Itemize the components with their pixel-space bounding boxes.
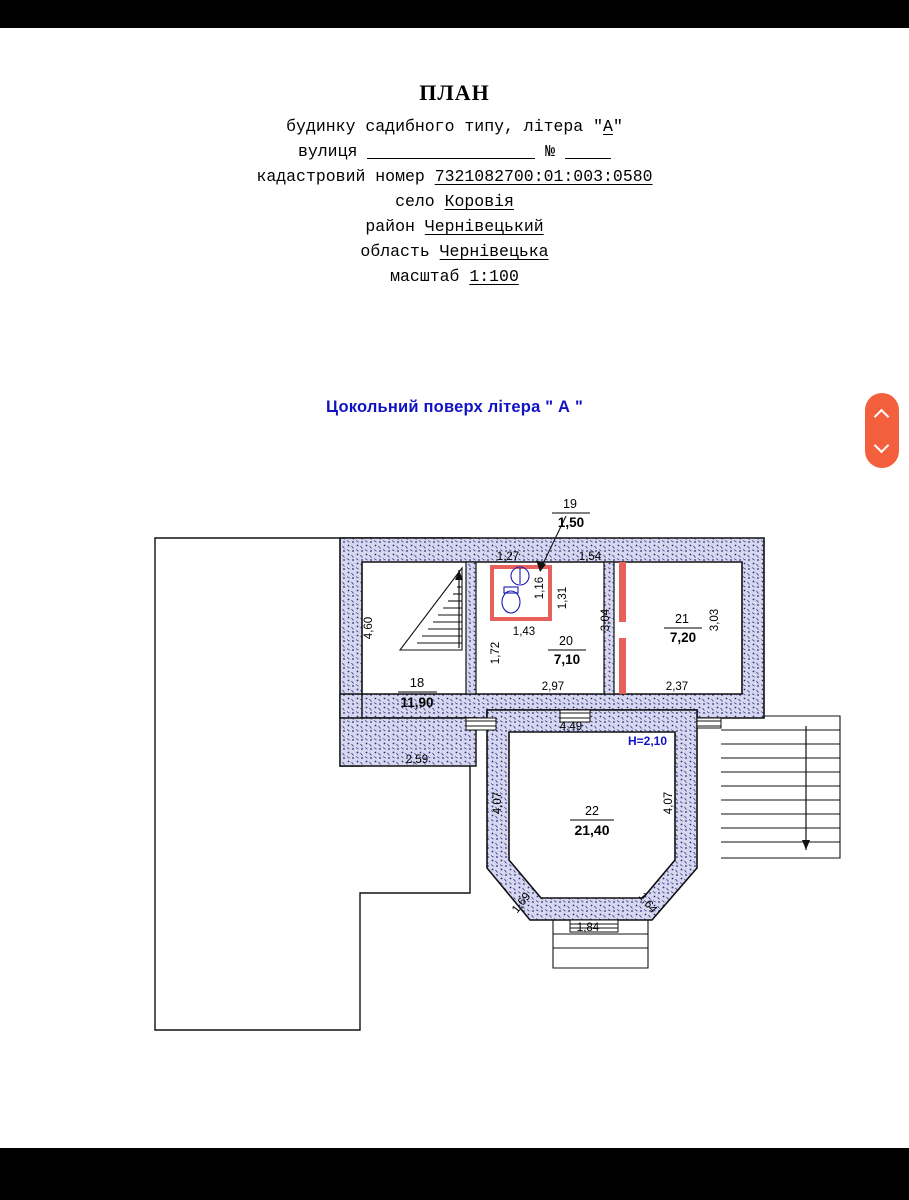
header-line-region [0,239,909,264]
street-label: вулиця [297,142,358,161]
header-line-scale [0,264,909,289]
scale-label: масштаб [390,267,460,286]
dim-4-60: 4,60 [363,616,375,640]
litera-quote-open: " [593,117,604,136]
room-number-22: 22 [585,804,599,818]
cadastral-value: 7321082700:01:003:0580 [434,167,653,186]
cadastral-label: кадастровий номер [256,167,425,186]
dim-1-72: 1,72 [490,641,502,665]
room-number-18: 18 [409,675,425,690]
litera-value: А [603,117,613,136]
room-number-19: 19 [563,497,577,511]
dim-1-54: 1,54 [578,551,602,563]
litera-quote-close: " [612,117,623,136]
scroll-control[interactable] [865,393,899,468]
scale-value: 1:100 [469,267,519,286]
header-line-street [0,139,909,164]
dim-3-04: 3,04 [600,608,612,632]
page-title: ПЛАН [419,80,490,105]
ceiling-height-note: H=2,10 [628,734,668,748]
subtitle-prefix: будинку садибного типу, літера [286,117,584,136]
room-number-21: 21 [675,612,689,626]
dim-3-03: 3,03 [709,608,721,632]
dim-2-59: 2,59 [405,754,429,766]
sanitary-fixtures [502,567,529,613]
dim-4-07-right: 4,07 [663,791,675,815]
plan-header [0,80,909,289]
room-area-19: 1,50 [557,515,585,530]
dim-1-31: 1,31 [557,586,569,610]
document-sheet [0,28,909,1148]
dim-2-97: 2,97 [541,681,565,693]
region-value: Чернівецька [439,242,549,261]
dim-1-64: 1,64 [635,890,659,916]
staircase-room-18 [400,568,463,650]
chevron-down-icon[interactable] [875,442,889,451]
dim-1-84: 1,84 [576,922,600,934]
dim-2-37: 2,37 [665,681,689,693]
dim-1-27: 1,27 [496,551,520,563]
number-symbol: № [545,142,556,161]
room-area-22: 21,40 [574,822,610,838]
plot-boundary [155,538,470,1030]
street-value-blank[interactable] [367,145,535,159]
floor-plan-drawing [0,468,909,1068]
dim-1-69: 1,69 [510,890,534,916]
dim-4-49: 4,49 [559,721,583,733]
number-value-blank[interactable] [565,145,611,159]
room-number-20: 20 [559,634,573,648]
header-line-district [0,214,909,239]
dim-4-07-left: 4,07 [492,791,504,815]
header-line-subtitle [0,114,909,139]
room-area-21: 7,20 [669,630,697,645]
room-area-18: 11,90 [400,695,434,710]
district-value: Чернівецький [424,217,544,236]
chevron-up-icon[interactable] [875,410,889,419]
village-value: Коровія [444,192,514,211]
dim-1-16: 1,16 [534,576,546,600]
header-line-village [0,189,909,214]
header-line-cadastral [0,164,909,189]
floor-caption: Цокольний поверх літера " А " [326,398,583,416]
dim-1-43: 1,43 [512,626,536,638]
room-area-20: 7,10 [553,652,581,667]
village-label: село [395,192,435,211]
district-label: район [365,217,415,236]
region-label: область [360,242,430,261]
